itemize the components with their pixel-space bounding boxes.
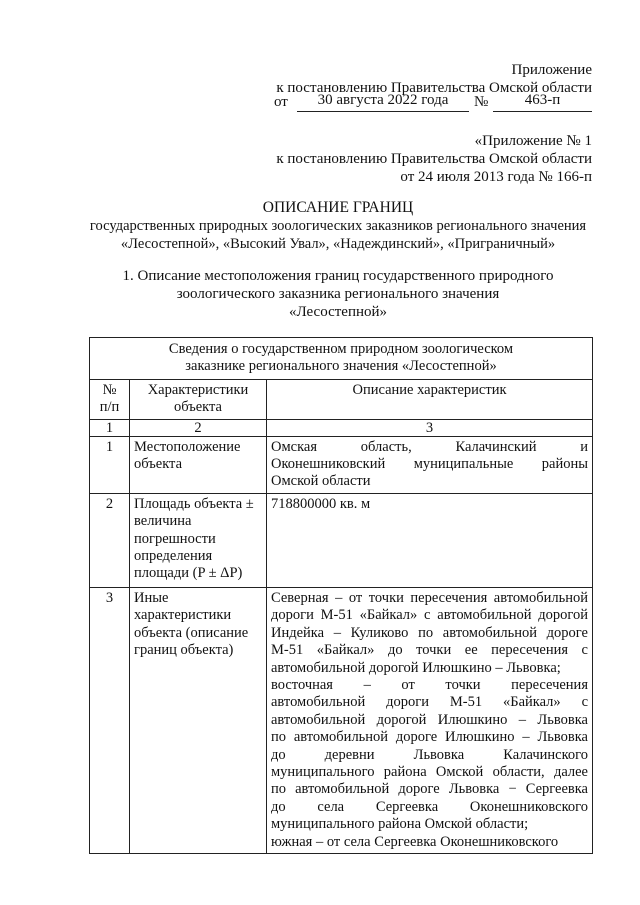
description-line: Омская область, Калачинский и — [271, 438, 588, 455]
resolution-number: 463-п — [524, 92, 561, 108]
row-characteristic — [130, 436, 267, 493]
description-line: Северная – от точки пересечения автомобильной — [271, 589, 588, 606]
table-row — [90, 436, 593, 493]
row-number: 2 — [90, 493, 130, 587]
column-number: 3 — [267, 419, 593, 436]
description-line: до деревни Львовка Калачинского — [271, 746, 588, 763]
header-characteristics-line1: Характеристики — [147, 381, 249, 398]
from-label: от — [274, 94, 288, 110]
row-description — [267, 436, 593, 493]
table-caption-line2: заказнике регионального значения «Лесостепной» — [185, 358, 497, 375]
table-body — [90, 436, 593, 853]
header-number-line1: № — [102, 381, 117, 398]
section-heading-line3: «Лесостепной» — [288, 304, 388, 320]
description-line: 718800000 кв. м — [271, 495, 371, 512]
characteristic-line: объекта — [134, 456, 183, 473]
header-characteristics-line2: объекта — [173, 399, 222, 416]
number-underline — [493, 111, 592, 112]
characteristic-line: объекта (описание — [134, 624, 249, 641]
description-line: восточная – от точки пересечения — [271, 676, 588, 693]
description-line: по автомобильной дороге Илюшкино – Львовка — [271, 729, 588, 746]
row-characteristic — [130, 587, 267, 853]
header-number-line2: п/п — [99, 399, 120, 416]
characteristic-line: характеристики — [134, 607, 232, 624]
appendix-title: Приложение — [511, 62, 592, 78]
column-number: 1 — [90, 419, 130, 436]
number-label: № — [474, 94, 489, 110]
reserve-info-table — [89, 337, 593, 854]
characteristic-line: Площадь объекта ± — [134, 495, 254, 512]
table-row — [90, 493, 593, 587]
row-characteristic — [130, 493, 267, 587]
document-subtitle-line1: государственных природных зоологических заказников регионального значения — [89, 218, 587, 234]
characteristic-line: Местоположение — [134, 438, 241, 455]
original-resolution-line: к постановлению Правительства Омской области — [276, 151, 592, 167]
document-subtitle-line2: «Лесостепной», «Высокий Увал», «Надеждинский», «Приграничный» — [120, 236, 556, 252]
column-number: 2 — [130, 419, 267, 436]
description-line: по автомобильной дороге Львовка − Сергеевка — [271, 781, 588, 798]
row-number: 1 — [90, 436, 130, 493]
description-line: автомобильной дорогой Илюшкино – Львовка — [271, 711, 588, 728]
document-title: ОПИСАНИЕ ГРАНИЦ — [262, 199, 414, 216]
description-line: Омской области — [271, 473, 371, 490]
header-number — [90, 379, 130, 419]
resolution-date: 30 августа 2022 года — [317, 92, 449, 108]
original-resolution-date: от 24 июля 2013 года № 166-п — [400, 169, 592, 185]
characteristic-line: границ объекта) — [134, 642, 234, 659]
row-number: 3 — [90, 587, 130, 853]
description-line: Индейка – Куликово по автомобильной дороге — [271, 624, 588, 641]
description-line: до села Сергеевка Оконешниковского — [271, 798, 588, 815]
description-line: муниципального района Омской области; — [271, 816, 529, 833]
table-caption-line1: Сведения о государственном природном зоологическом — [168, 341, 514, 357]
characteristic-line: определения — [134, 548, 213, 565]
table-header-row — [90, 379, 593, 419]
date-underline — [297, 111, 469, 112]
column-number-row — [90, 419, 593, 436]
characteristic-line: величина — [134, 513, 192, 530]
original-appendix-title: «Приложение № 1 — [474, 133, 592, 149]
header-description: Описание характеристик — [267, 379, 593, 419]
description-line: Оконешниковский муниципальные районы — [271, 456, 588, 473]
row-description — [267, 493, 593, 587]
description-line: южная – от села Сергеевка Оконешниковского — [271, 833, 559, 850]
row-description — [267, 587, 593, 853]
original-appendix-header — [276, 132, 592, 186]
document-title-block — [48, 199, 628, 253]
table-caption-row — [90, 338, 593, 380]
characteristic-line: Иные — [134, 589, 169, 606]
table-row — [90, 587, 593, 853]
description-line: автомобильной дорогой Илюшкино – Львовка; — [271, 659, 561, 676]
section-heading-line1: 1. Описание местоположения границ государственного природного — [122, 268, 554, 284]
description-line: М-51 «Байкал» до точки ее пересечения с — [271, 642, 588, 659]
section-heading — [48, 267, 628, 321]
characteristic-line: погрешности — [134, 530, 216, 547]
header-characteristics — [130, 379, 267, 419]
table-caption — [90, 338, 593, 380]
section-heading-line2: зоологического заказника регионального значения — [176, 286, 500, 302]
characteristic-line: площади (P ± ΔP) — [134, 565, 243, 582]
description-line: дороги М-51 «Байкал» с автомобильной дорогой — [271, 607, 588, 624]
description-line: автомобильной дороги М-51 «Байкал» с — [271, 694, 588, 711]
description-line: муниципального района Омской области, далее — [271, 763, 588, 780]
appendix-resolution-line: к постановлению Правительства Омской области — [276, 80, 592, 96]
